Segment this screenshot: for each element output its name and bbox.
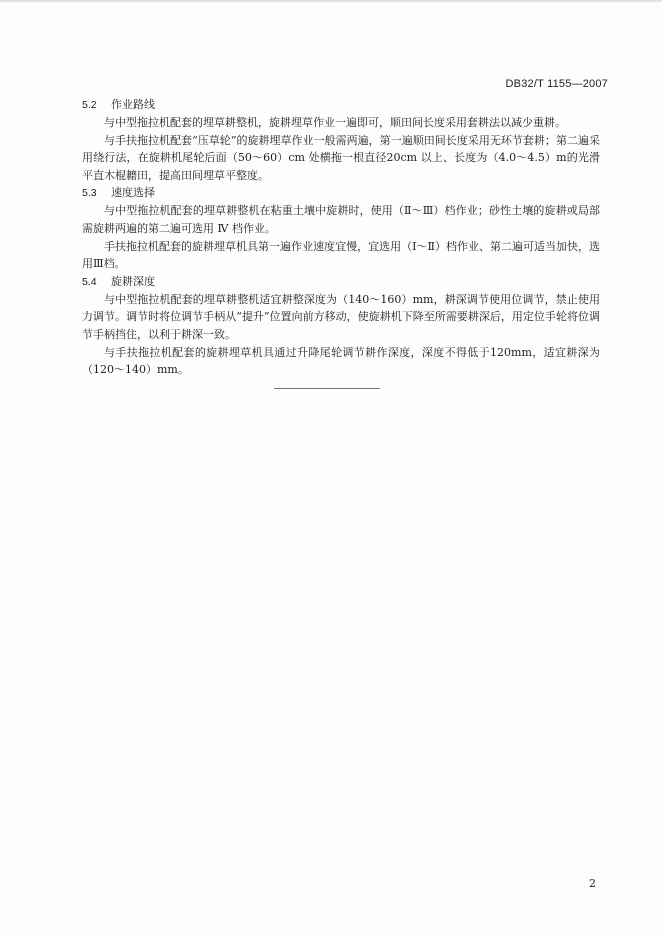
section-number: 5.3 bbox=[82, 187, 97, 200]
end-of-text-rule bbox=[274, 388, 380, 389]
paragraph: 与中型拖拉机配套的埋草耕整机适宜耕整深度为（140～160）mm，耕深调节使用位调节，禁止使用力调节。调节时将位调节手柄从“提升”位置向前方移动，使旋耕机下降至所需要耕深后，用定位手轮将位调节手柄挡住，以利于耕深一致。 bbox=[82, 292, 600, 341]
section-title: 作业路线 bbox=[111, 98, 155, 111]
page-number: 2 bbox=[589, 877, 596, 890]
document-code: DB32/T 1155—2007 bbox=[505, 78, 608, 90]
section-heading bbox=[82, 184, 600, 202]
section-title: 速度选择 bbox=[111, 186, 155, 200]
paragraph: 与中型拖拉机配套的埋草耕整机，旋耕埋草作业一遍即可，顺田间长度采用套耕法以减少重耕。 bbox=[104, 116, 566, 129]
section-5-4 bbox=[82, 273, 600, 379]
scan-top-edge bbox=[0, 0, 662, 3]
paragraph: 与手扶拖拉机配套“压草轮”的旋耕埋草作业一般需两遍，第一遍顺田间长度采用无环节套耕；第二遍采用绕行法，在旋耕机尾轮后面（50～60）cm 处横拖一根直径20cm 以上、长度为（4.0～4.5）m的光滑平直木棍耱田，提高田间埋草平整度。 bbox=[82, 133, 600, 182]
section-heading bbox=[82, 273, 600, 291]
document-body bbox=[82, 96, 600, 379]
paragraph: 与中型拖拉机配套的埋草耕整机在粘重土壤中旋耕时，使用（Ⅱ～Ⅲ）档作业；砂性土壤的旋耕或局部需旋耕两遍的第二遍可选用 Ⅳ 档作业。 bbox=[82, 204, 600, 235]
section-5-2 bbox=[82, 96, 600, 184]
section-number: 5.2 bbox=[82, 99, 97, 111]
section-heading bbox=[82, 96, 600, 114]
section-title: 旋耕深度 bbox=[111, 274, 155, 288]
section-number: 5.4 bbox=[82, 275, 97, 288]
section-5-3 bbox=[82, 184, 600, 272]
paragraph: 手扶拖拉机配套的旋耕埋草机具第一遍作业速度宜慢，宜选用（Ⅰ～Ⅱ）档作业、第二遍可适当加快，选用Ⅲ档。 bbox=[82, 239, 600, 271]
paragraph: 与手扶拖拉机配套的旋耕埋草机具通过升降尾轮调节耕作深度，深度不得低于120mm，适宜耕深为（120～140）mm。 bbox=[82, 345, 600, 377]
